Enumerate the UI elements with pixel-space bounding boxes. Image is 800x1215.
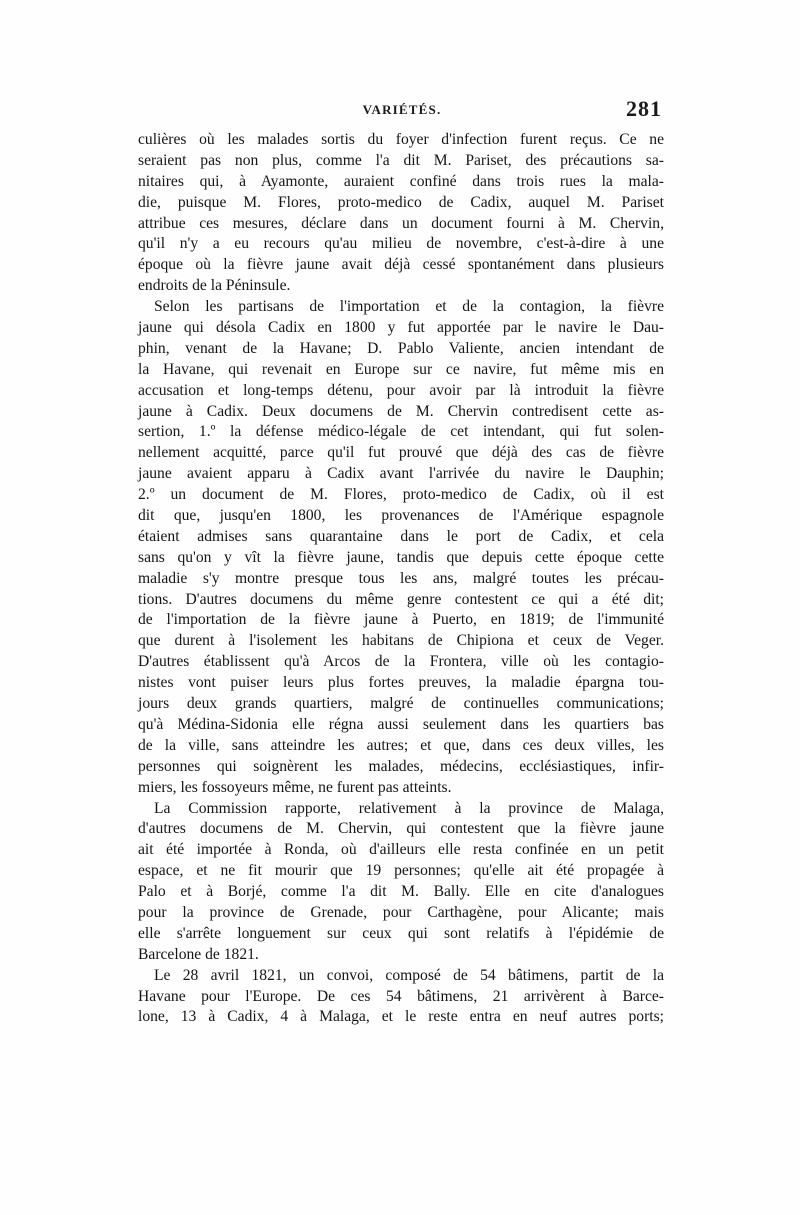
text-line: Selon les partisans de l'importation et de la contagion, la fièvre <box>154 298 664 316</box>
text-line: lone, 13 à Cadix, 4 à Malaga, et le reste entra en neuf autres ports; <box>138 1008 664 1026</box>
text-line: que durent à l'isolement les habitans de Chipiona et ceux de Veger. <box>138 632 664 650</box>
text-line: nitaires qui, à Ayamonte, auraient confiné dans trois rues la mala- <box>138 172 664 190</box>
text-line: accusation et long-temps détenu, pour avoir par là introduit la fièvre <box>138 381 664 399</box>
text-line: D'autres établissent qu'à Arcos de la Frontera, ville où les contagio- <box>138 653 664 671</box>
text-line: jaune qui désola Cadix en 1800 y fut apportée par le navire le Dau- <box>138 319 664 337</box>
text-line: die, puisque M. Flores, proto-medico de Cadix, auquel M. Pariset <box>138 193 664 211</box>
text-line: étaient admises sans quarantaine dans le port de Cadix, et cela <box>138 527 664 545</box>
text-line: 2.º un document de M. Flores, proto-medico de Cadix, où il est <box>138 486 664 504</box>
text-line: Havane pour l'Europe. De ces 54 bâtimens, 21 arrivèrent à Barce- <box>138 987 664 1005</box>
text-line: de l'importation de la fièvre jaune à Puerto, en 1819; de l'immunité <box>138 611 664 629</box>
text-line: miers, les fossoyeurs même, ne furent pas atteints. <box>138 778 452 796</box>
text-line: maladie s'y montre presque tous les ans, malgré toutes les précau- <box>138 569 664 587</box>
text-line: culières où les malades sortis du foyer d'infection furent reçus. Ce ne <box>138 131 664 148</box>
text-line: qu'il n'y a eu recours qu'au milieu de novembre, c'est-à-dire à une <box>138 235 664 253</box>
text-line: phin, venant de la Havane; D. Pablo Valiente, ancien intendant de <box>138 339 664 357</box>
text-line: espace, et ne fit mourir que 19 personnes; qu'elle ait été propagée à <box>138 862 664 880</box>
text-line: La Commission rapporte, relativement à la province de Malaga, <box>154 799 664 817</box>
text-line: jours deux grands quartiers, malgré de continuelles communications; <box>138 695 664 713</box>
text-line: endroits de la Péninsule. <box>138 277 291 295</box>
text-line: nellement acquitté, parce qu'il fut prouvé que déjà des cas de fièvre <box>138 444 664 462</box>
text-line: pour la province de Grenade, pour Carthagène, pour Alicante; mais <box>138 903 664 921</box>
text-line: époque où la fièvre jaune avait déjà cessé spontanément dans plusieurs <box>138 256 664 274</box>
running-head: VARIÉTÉS. <box>362 102 442 117</box>
text-line: qu'à Médina-Sidonia elle régna aussi seulement dans les quartiers bas <box>138 715 664 733</box>
body-text <box>138 130 664 1028</box>
text-line: Palo et à Borjé, comme l'a dit M. Bally. Elle en cite d'analogues <box>138 883 664 901</box>
text-line: d'autres documens de M. Chervin, qui contestent que la fièvre jaune <box>138 820 664 838</box>
text-line: sertion, 1.º la défense médico-légale de cet intendant, qui fut solen- <box>138 423 664 441</box>
page-number: 281 <box>626 96 662 121</box>
page-header <box>138 96 666 128</box>
text-line: Barcelone de 1821. <box>138 945 259 963</box>
text-line: de la ville, sans atteindre les autres; et que, dans ces deux villes, les <box>138 736 664 754</box>
text-line: seraient pas non plus, comme l'a dit M. Pariset, des précautions sa- <box>138 151 664 169</box>
text-line: nistes vont puiser leurs plus fortes preuves, la maladie épargna tou- <box>138 674 664 692</box>
text-line: tions. D'autres documens du même genre contestent ce qui a été dit; <box>138 590 664 608</box>
text-line: dit que, jusqu'en 1800, les provenances de l'Amérique espagnole <box>138 507 664 525</box>
text-line: personnes qui soignèrent les malades, médecins, ecclésiastiques, infir- <box>138 757 664 775</box>
text-line: attribue ces mesures, déclare dans un document fourni à M. Chervin, <box>138 214 664 232</box>
text-line: elle s'arrête longuement sur ceux qui sont relatifs à l'épidémie de <box>138 924 664 942</box>
text-line: jaune à Cadix. Deux documens de M. Chervin contredisent cette as- <box>138 402 664 420</box>
text-line: ait été importée à Ronda, où d'ailleurs elle resta confinée en un petit <box>138 841 664 859</box>
text-line: jaune avaient apparu à Cadix avant l'arrivée du navire le Dauphin; <box>138 465 664 483</box>
text-line: sans qu'on y vît la fièvre jaune, tandis que depuis cette époque cette <box>138 548 664 566</box>
text-line: la Havane, qui revenait en Europe sur ce navire, fut même mis en <box>138 360 664 378</box>
text-line: Le 28 avril 1821, un convoi, composé de 54 bâtimens, partit de la <box>154 966 664 984</box>
